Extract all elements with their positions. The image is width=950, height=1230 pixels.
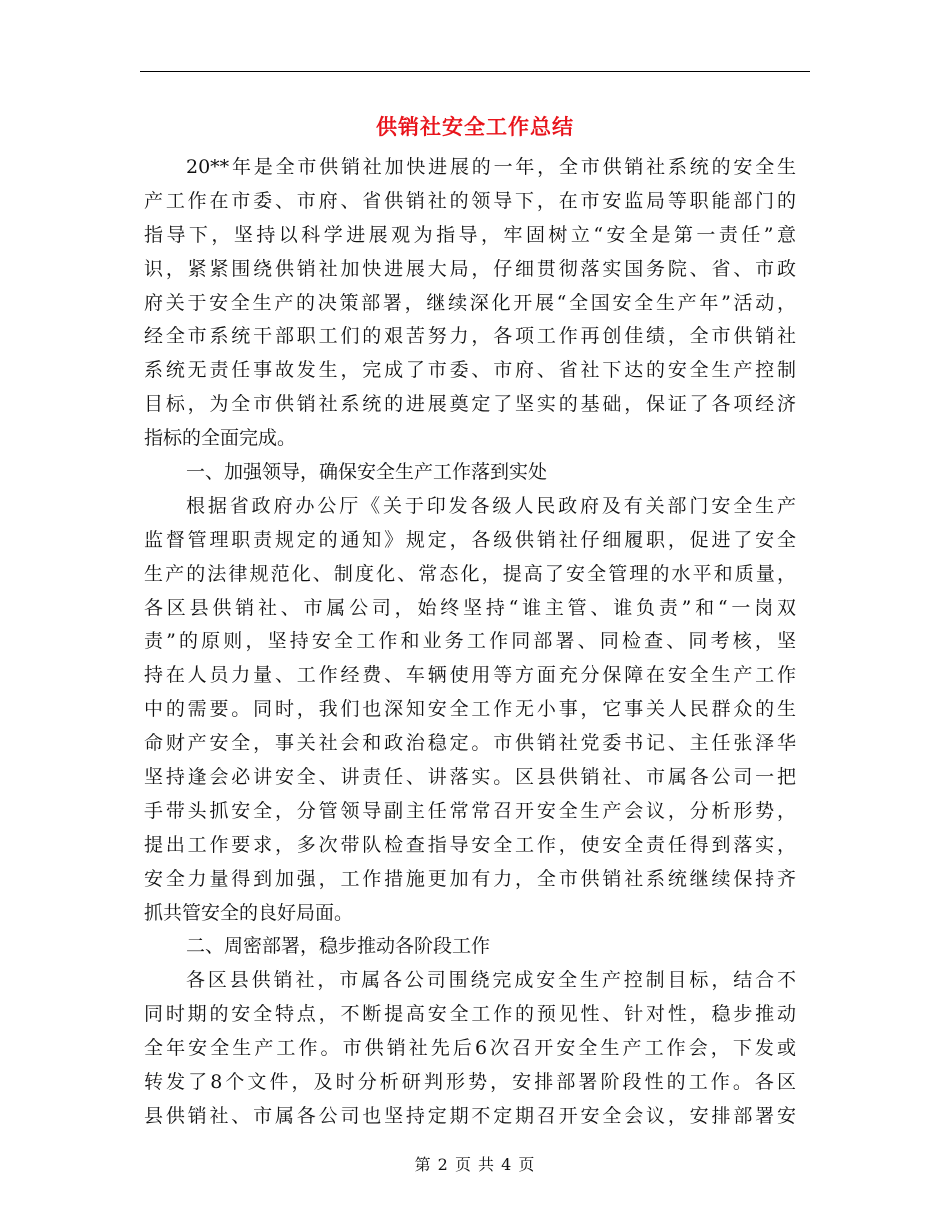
text-line: 各区县供销社，市属各公司围绕完成安全生产控制目标，结合不 (186, 969, 796, 992)
text-line: 责”的原则，坚持安全工作和业务工作同部署、同检查、同考核，坚 (144, 630, 796, 653)
text-line: 指导下，坚持以科学进展观为指导，牢固树立“安全是第一责任”意 (144, 223, 796, 246)
text-line: 监督管理职责规定的通知》规定，各级供销社仔细履职，促进了安全 (144, 528, 796, 551)
text-line: 一、加强领导，确保安全生产工作落到实处 (186, 461, 548, 484)
text-line: 经全市系统干部职工们的艰苦努力，各项工作再创佳绩，全市供销社 (144, 325, 796, 348)
text-line: 手带头抓安全，分管领导副主任常常召开安全生产会议，分析形势， (144, 799, 796, 822)
text-line: 系统无责任事故发生，完成了市委、市府、省社下达的安全生产控制 (144, 359, 796, 382)
text-line: 中的需要。同时，我们也深知安全工作无小事，它事关人民群众的生 (144, 698, 796, 721)
header-rule (140, 71, 810, 72)
text-line: 府关于安全生产的决策部署，继续深化开展“全国安全生产年”活动， (144, 291, 796, 314)
text-line: 产工作在市委、市府、省供销社的领导下，在市安监局等职能部门的 (144, 189, 796, 212)
text-line: 转发了8个文件，及时分析研判形势，安排部署阶段性的工作。各区 (144, 1071, 796, 1094)
text-line: 安全力量得到加强，工作措施更加有力，全市供销社系统继续保持齐 (144, 867, 796, 890)
text-line: 生产的法律规范化、制度化、常态化，提高了安全管理的水平和质量， (144, 562, 796, 585)
text-line: 根据省政府办公厅《关于印发各级人民政府及有关部门安全生产 (186, 494, 796, 517)
text-line: 目标，为全市供销社系统的进展奠定了坚实的基础，保证了各项经济 (144, 393, 796, 416)
text-line: 各区县供销社、市属公司，始终坚持“谁主管、谁负责”和“一岗双 (144, 596, 796, 619)
text-line: 抓共管安全的良好局面。 (144, 901, 354, 924)
text-line: 识，紧紧围绕供销社加快进展大局，仔细贯彻落实国务院、省、市政 (144, 257, 796, 280)
text-line: 县供销社、市属各公司也坚持定期不定期召开安全会议，安排部署安 (144, 1104, 796, 1127)
document-title: 供销社安全工作总结 (376, 114, 574, 139)
text-line: 20**年是全市供销社加快进展的一年，全市供销社系统的安全生 (186, 156, 796, 178)
document-body (144, 151, 796, 1134)
text-line: 命财产安全，事关社会和政治稳定。市供销社党委书记、主任张泽华 (144, 732, 796, 755)
text-line: 指标的全面完成。 (144, 427, 297, 450)
text-line: 同时期的安全特点，不断提高安全工作的预见性、针对性，稳步推动 (144, 1003, 796, 1026)
text-line: 坚持逢会必讲安全、讲责任、讲落实。区县供销社、市属各公司一把 (144, 766, 796, 789)
page-footer: 第 2 页 共 4 页 (414, 1155, 536, 1174)
text-line: 二、周密部署，稳步推动各阶段工作 (186, 935, 491, 958)
text-line: 持在人员力量、工作经费、车辆使用等方面充分保障在安全生产工作 (144, 664, 796, 687)
text-line: 提出工作要求，多次带队检查指导安全工作，使安全责任得到落实， (144, 833, 796, 856)
text-line: 全年安全生产工作。市供销社先后6次召开安全生产工作会，下发或 (144, 1037, 796, 1060)
